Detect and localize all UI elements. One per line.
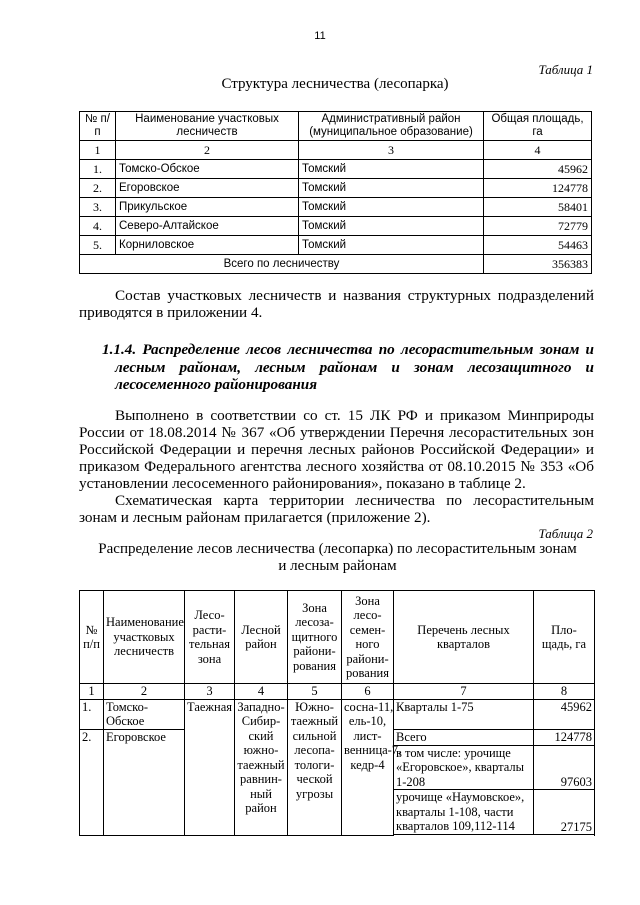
area-value: 45962 bbox=[484, 160, 592, 179]
table2-colnum: 3 bbox=[185, 684, 235, 700]
table1-colnum: 4 bbox=[484, 141, 592, 160]
table2-header-name: Наименование участковых лесничеств bbox=[104, 591, 185, 684]
forestry-name: Корниловское bbox=[116, 236, 299, 255]
table1-header-num: № п/п bbox=[80, 112, 116, 141]
forestry-name: Северо-Алтайское bbox=[116, 217, 299, 236]
table2 bbox=[79, 590, 595, 836]
area-value: 58401 bbox=[484, 198, 592, 217]
tract-egorovskoe-label: в том числе: урочище «Егоровское», кварталы 1-208 bbox=[394, 745, 534, 790]
region-value: Западно-Сибир-ский южно-таежный равнин-ный район bbox=[235, 699, 288, 836]
table1-header-name: Наименование участковых лесничеств bbox=[116, 112, 299, 141]
section-heading: 1.1.4. Распределение лесов лесничества по лесорастительным зонам и лесным районам, лесным районам и зонам лесозащитного и лесосеменного районирования bbox=[102, 341, 594, 393]
table1-title: Структура лесничества (лесопарка) bbox=[221, 76, 449, 92]
row-number: 5. bbox=[80, 236, 116, 255]
table2-label: Таблица 2 bbox=[538, 526, 593, 541]
page-number: 11 bbox=[314, 30, 326, 42]
area-value: 54463 bbox=[484, 236, 592, 255]
seed-value: сосна-11, ель-10, лист-венница-7, кедр-4 bbox=[342, 699, 394, 836]
table2-colnum: 6 bbox=[342, 684, 394, 700]
row-number: 2. bbox=[80, 729, 104, 836]
table2-header-num: № п/п bbox=[80, 591, 104, 684]
tract-naumovskoe-label: урочище «Наумовское», кварталы 1-108, части кварталов 109,112-114 bbox=[394, 790, 534, 835]
district-name: Томский bbox=[299, 236, 484, 255]
table1-colnum: 3 bbox=[299, 141, 484, 160]
forestry-name: Прикульское bbox=[116, 198, 299, 217]
row-number: 3. bbox=[80, 198, 116, 217]
table1-colnum: 2 bbox=[116, 141, 299, 160]
table2-colnum: 5 bbox=[288, 684, 342, 700]
table-row bbox=[80, 699, 595, 729]
total-label: Всего по лесничеству bbox=[80, 255, 484, 274]
table2-header-area: Пло-щадь, га bbox=[534, 591, 595, 684]
quarters-value: Кварталы 1-75 bbox=[394, 699, 534, 729]
table2-header-region: Лесной район bbox=[235, 591, 288, 684]
table-row bbox=[80, 160, 592, 179]
forestry-name: Томско-Обское bbox=[116, 160, 299, 179]
paragraph-legal-basis: Выполнено в соответствии со ст. 15 ЛК РФ и приказом Минприроды России от 18.08.2014 № 367 «Об утверждении Перечня лесорастительных зон Российской Федерации и перечня лесных районов Российской Федерации» и приказом Федерального агентства лесного хозяйства от 08.10.2015 № 353 «Об установлении лесосеменного районирования», показано в таблице 2. bbox=[79, 407, 594, 492]
table2-title-line1: Распределение лесов лесничества (лесопарка) по лесорастительным зонам bbox=[98, 541, 577, 557]
table-row bbox=[80, 236, 592, 255]
forestry-name: Егоровское bbox=[116, 179, 299, 198]
table-row bbox=[80, 179, 592, 198]
district-name: Томский bbox=[299, 198, 484, 217]
table2-header-zone: Лесо-расти-тельная зона bbox=[185, 591, 235, 684]
row-number: 1. bbox=[80, 699, 104, 729]
subtotal-label: Всего bbox=[394, 729, 534, 745]
table2-column-numbers bbox=[80, 684, 595, 700]
row-number: 1. bbox=[80, 160, 116, 179]
table1-column-numbers bbox=[80, 141, 592, 160]
table-row bbox=[80, 198, 592, 217]
subtotal-area: 124778 bbox=[534, 729, 595, 745]
table2-header-row bbox=[80, 591, 595, 684]
table1-header-row bbox=[80, 112, 592, 141]
table2-header-seed: Зона лесо-семен-ного райони-рования bbox=[342, 591, 394, 684]
tract-naumovskoe-area: 27175 bbox=[534, 790, 595, 835]
filler-cell bbox=[394, 835, 595, 836]
table2-colnum: 7 bbox=[394, 684, 534, 700]
area-value: 124778 bbox=[484, 179, 592, 198]
row-number: 4. bbox=[80, 217, 116, 236]
table1-label: Таблица 1 bbox=[538, 62, 593, 77]
forestry-name: Томско-Обское bbox=[104, 699, 185, 729]
table2-header-protect: Зона лесоза-щитного райони-рования bbox=[288, 591, 342, 684]
table2-header-quarters: Перечень лесных кварталов bbox=[394, 591, 534, 684]
total-value: 356383 bbox=[484, 255, 592, 274]
table1-header-area: Общая площадь, га bbox=[484, 112, 592, 141]
district-name: Томский bbox=[299, 160, 484, 179]
table2-colnum: 1 bbox=[80, 684, 104, 700]
paragraph-composition: Состав участковых лесничеств и названия структурных подразделений приводятся в приложении 4. bbox=[79, 287, 594, 321]
protect-value: Южно-таежный сильной лесопа-тологи-ческой угрозы bbox=[288, 699, 342, 836]
table1-header-district: Административный район (муниципальное образование) bbox=[299, 112, 484, 141]
tract-egorovskoe-area: 97603 bbox=[534, 745, 595, 790]
table1-colnum: 1 bbox=[80, 141, 116, 160]
area-value: 45962 bbox=[534, 699, 595, 729]
row-number: 2. bbox=[80, 179, 116, 198]
table1-total-row bbox=[80, 255, 592, 274]
district-name: Томский bbox=[299, 179, 484, 198]
table2-colnum: 2 bbox=[104, 684, 185, 700]
forestry-name: Егоровское bbox=[104, 729, 185, 836]
district-name: Томский bbox=[299, 217, 484, 236]
table2-title-line2: и лесным районам bbox=[278, 558, 397, 574]
paragraph-map: Схематическая карта территории лесничества по лесорастительным зонам и лесным районам прилагается (приложение 2). bbox=[79, 492, 594, 526]
area-value: 72779 bbox=[484, 217, 592, 236]
table2-colnum: 4 bbox=[235, 684, 288, 700]
table-row bbox=[80, 217, 592, 236]
table1 bbox=[79, 111, 592, 274]
zone-value: Таежная bbox=[185, 699, 235, 836]
table2-colnum: 8 bbox=[534, 684, 595, 700]
